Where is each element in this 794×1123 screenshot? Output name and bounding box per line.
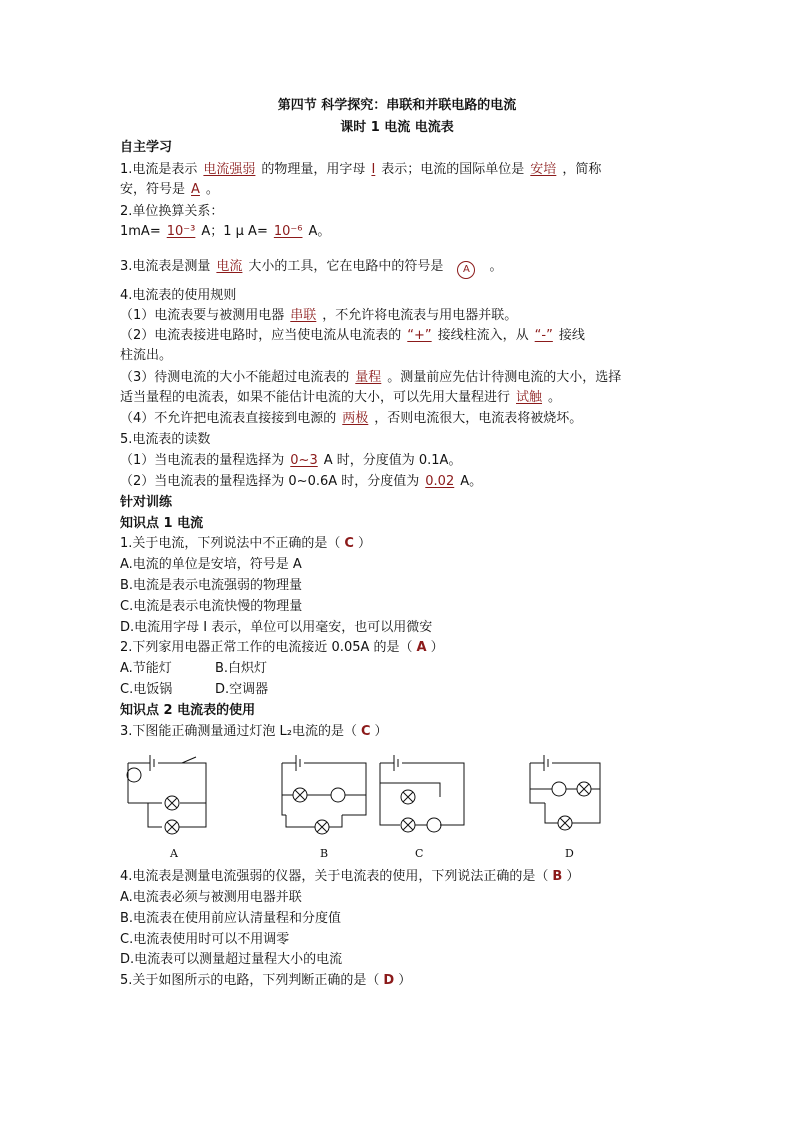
answer: 10⁻³: [166, 224, 196, 239]
section-heading: 自主学习: [120, 140, 173, 155]
answer: 电流: [216, 259, 243, 274]
answer: A: [191, 182, 200, 197]
option: A.电流的单位是安培，符号是 A: [120, 557, 302, 572]
circuit-diagrams: [110, 745, 630, 865]
knowledge-point-heading: 知识点 1 电流: [120, 516, 204, 531]
section-heading: 针对训练: [120, 495, 173, 510]
question-4-rule-3-line-2: 适当量程的电流表，如果不能估计电流的大小，可以先用大量程进行 试触 。: [120, 390, 562, 405]
answer: 安培: [530, 162, 557, 177]
question-4-rule-4: （4）不允许把电流表直接接到电源的 两极 ，否则电流很大，电流表将被烧坏。: [120, 411, 583, 426]
option: D.电流用字母 I 表示，单位可以用毫安，也可以用微安: [120, 620, 433, 635]
answer: 量程: [355, 370, 382, 385]
question-5: 5.电流表的读数: [120, 432, 211, 447]
exercise-2: 2.下列家用电器正常工作的电流接近 0.05A 的是（ A ）: [120, 640, 444, 655]
answer: 0.02: [425, 474, 455, 489]
answer: C: [344, 536, 354, 551]
circuit-b: [282, 755, 366, 834]
answer: 电流强弱: [203, 162, 256, 177]
exercise-4: 4.电流表是测量电流强弱的仪器，关于电流表的使用，下列说法正确的是（ B ）: [120, 869, 580, 884]
question-4-rule-3: （3）待测电流的大小不能超过电流表的 量程 。测量前应先估计待测电流的大小，选择: [120, 370, 622, 385]
answer: 10⁻⁶: [273, 224, 303, 239]
answer: “+”: [407, 328, 432, 343]
question-1-line-2: 安，符号是 A 。: [120, 182, 219, 197]
question-4-rule-2-line-2: 柱流出。: [120, 348, 173, 363]
question-4: 4.电流表的使用规则: [120, 288, 237, 303]
page-subtitle: 课时 1 电流 电流表: [340, 120, 454, 135]
option: B.电流是表示电流强弱的物理量: [120, 578, 303, 593]
question-3: 3.电流表是测量 电流 大小的工具，它在电路中的符号是 A 。: [120, 259, 502, 279]
answer: A: [416, 640, 427, 655]
option: B.电流表在使用前应认清量程和分度值: [120, 911, 342, 926]
question-4-rule-1: （1）电流表要与被测用电器 串联 ，不允许将电流表与用电器并联。: [120, 308, 518, 323]
knowledge-point-heading: 知识点 2 电流表的使用: [120, 703, 256, 718]
question-5-item-1: （1）当电流表的量程选择为 0~3 A 时，分度值为 0.1A。: [120, 453, 462, 468]
exercise-5: 5.关于如图所示的电路，下列判断正确的是（ D ）: [120, 973, 412, 988]
answer: 0~3: [290, 453, 318, 468]
circuit-a: [127, 755, 206, 834]
option: B.白炽灯: [215, 661, 268, 676]
answer: D: [383, 973, 395, 988]
option: A.电流表必须与被测用电器并联: [120, 890, 302, 905]
circuit-label: B: [320, 847, 329, 860]
circuit-d: [530, 755, 600, 830]
option: D.电流表可以测量超过量程大小的电流: [120, 952, 343, 967]
answer: “-”: [534, 328, 553, 343]
circuit-label: A: [170, 847, 178, 860]
question-5-item-2: （2）当电流表的量程选择为 0~0.6A 时，分度值为 0.02 A。: [120, 474, 483, 489]
option: C.电饭锅: [120, 682, 173, 697]
circuit-label: C: [415, 847, 424, 860]
ammeter-symbol-icon: A: [457, 261, 475, 279]
answer: C: [361, 724, 371, 739]
circuit-c: [380, 755, 464, 832]
option: D.空调器: [215, 682, 269, 697]
question-1-line-1: 1.电流是表示 电流强弱 的物理量，用字母 I 表示；电流的国际单位是 安培 ，简称: [120, 162, 602, 177]
option: C.电流表使用时可以不用调零: [120, 932, 290, 947]
answer: 试触: [516, 390, 543, 405]
question-2: 2.单位换算关系：: [120, 204, 224, 219]
answer: I: [371, 162, 376, 177]
exercise-1: 1.关于电流，下列说法中不正确的是（ C ）: [120, 536, 371, 551]
option: C.电流是表示电流快慢的物理量: [120, 599, 303, 614]
option: A.节能灯: [120, 661, 172, 676]
answer: B: [552, 869, 563, 884]
circuit-label: D: [565, 847, 574, 860]
question-4-rule-2: （2）电流表接进电路时，应当使电流从电流表的 “+” 接线柱流入，从 “-” 接线: [120, 328, 585, 343]
answer: 两极: [342, 411, 369, 426]
exercise-3: 3.下图能正确测量通过灯泡 L₂电流的是（ C ）: [120, 724, 388, 739]
page-title: 第四节 科学探究：串联和并联电路的电流: [277, 98, 517, 113]
answer: 串联: [290, 308, 317, 323]
question-2-line-2: 1mA= 10⁻³ A；1 μ A= 10⁻⁶ A。: [120, 224, 331, 239]
